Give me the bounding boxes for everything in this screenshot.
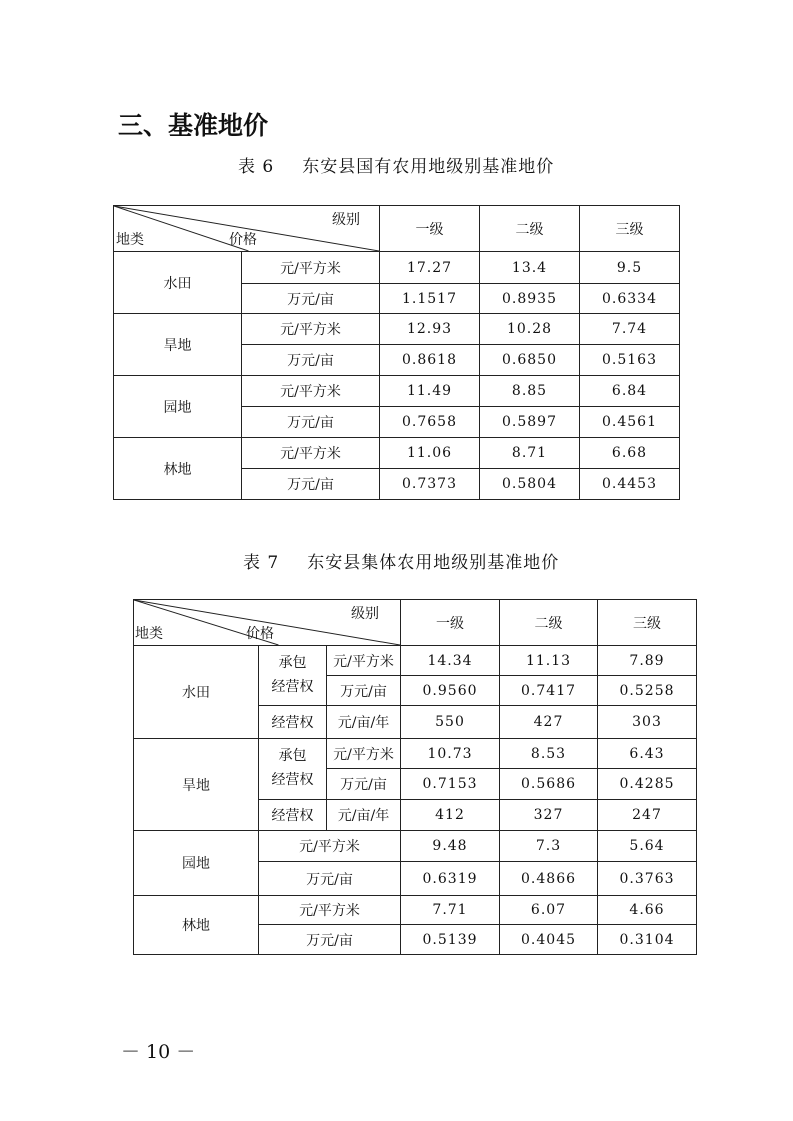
value-cell: 6.84 — [580, 376, 680, 407]
land-type-cell: 水田 — [114, 252, 242, 314]
value-cell: 0.7153 — [401, 769, 500, 800]
value-cell: 247 — [598, 800, 697, 831]
value-cell: 11.49 — [380, 376, 480, 407]
table-row — [134, 896, 697, 925]
grade-2-header: 二级 — [500, 600, 598, 646]
table6-caption-number: 表 6 — [238, 157, 275, 177]
table6-caption — [238, 152, 554, 177]
value-cell: 0.4453 — [580, 469, 680, 500]
grade-3-header: 三级 — [598, 600, 697, 646]
grade-2-header: 二级 — [480, 206, 580, 252]
value-cell: 8.71 — [480, 438, 580, 469]
header-grade-label: 级别 — [332, 212, 360, 228]
value-cell: 7.71 — [401, 896, 500, 925]
value-cell: 0.8618 — [380, 345, 480, 376]
value-cell: 6.68 — [580, 438, 680, 469]
unit-cell: 元/平方米 — [242, 438, 380, 469]
table7-caption-title: 东安县集体农用地级别基准地价 — [307, 553, 560, 573]
unit-cell: 万元/亩 — [242, 345, 380, 376]
table6-diagonal-header — [114, 206, 380, 252]
table-row — [134, 831, 697, 862]
header-type-label: 地类 — [116, 232, 144, 248]
value-cell: 1.1517 — [380, 284, 480, 314]
value-cell: 0.3763 — [598, 862, 697, 896]
land-type-cell: 林地 — [134, 896, 259, 955]
value-cell: 0.7417 — [500, 676, 598, 706]
section-title: 三、基准地价 — [118, 111, 269, 140]
unit-cell: 万元/亩 — [242, 407, 380, 438]
table-row — [134, 739, 697, 769]
value-cell: 0.5804 — [480, 469, 580, 500]
unit-cell: 万元/亩 — [242, 469, 380, 500]
value-cell: 412 — [401, 800, 500, 831]
value-cell: 327 — [500, 800, 598, 831]
unit-cell: 元/平方米 — [259, 831, 401, 862]
value-cell: 0.6850 — [480, 345, 580, 376]
value-cell: 9.48 — [401, 831, 500, 862]
grade-1-header: 一级 — [380, 206, 480, 252]
value-cell: 7.74 — [580, 314, 680, 345]
value-cell: 0.5897 — [480, 407, 580, 438]
unit-cell: 万元/亩 — [242, 284, 380, 314]
value-cell: 11.06 — [380, 438, 480, 469]
value-cell: 7.89 — [598, 646, 697, 676]
value-cell: 427 — [500, 706, 598, 739]
table-row — [114, 438, 680, 469]
page-number: － 10 － — [121, 1041, 196, 1063]
value-cell: 0.4866 — [500, 862, 598, 896]
value-cell: 0.6334 — [580, 284, 680, 314]
value-cell: 0.3104 — [598, 925, 697, 955]
header-type-label: 地类 — [135, 626, 163, 642]
land-type-cell: 旱地 — [114, 314, 242, 376]
value-cell: 9.5 — [580, 252, 680, 284]
value-cell: 8.53 — [500, 739, 598, 769]
header-price-label: 价格 — [246, 626, 274, 642]
land-type-cell: 水田 — [134, 646, 259, 739]
table7-caption-number: 表 7 — [243, 553, 280, 573]
unit-cell: 万元/亩 — [327, 676, 401, 706]
value-cell: 550 — [401, 706, 500, 739]
right-type-cell: 经营权 — [259, 800, 327, 831]
value-cell: 303 — [598, 706, 697, 739]
table-row — [114, 314, 680, 345]
value-cell: 0.7373 — [380, 469, 480, 500]
value-cell: 11.13 — [500, 646, 598, 676]
value-cell: 0.4561 — [580, 407, 680, 438]
land-type-cell: 园地 — [114, 376, 242, 438]
table7-diagonal-header — [134, 600, 401, 646]
unit-cell: 元/平方米 — [242, 252, 380, 284]
unit-cell: 万元/亩 — [327, 769, 401, 800]
value-cell: 5.64 — [598, 831, 697, 862]
table-row — [134, 646, 697, 676]
value-cell: 0.6319 — [401, 862, 500, 896]
right-type-cell: 承包 经营权 — [259, 646, 327, 706]
table7-caption — [243, 548, 559, 573]
value-cell: 6.43 — [598, 739, 697, 769]
unit-cell: 元/平方米 — [242, 314, 380, 345]
value-cell: 10.73 — [401, 739, 500, 769]
value-cell: 0.5258 — [598, 676, 697, 706]
value-cell: 8.85 — [480, 376, 580, 407]
table7-header-row — [134, 600, 697, 646]
value-cell: 0.5163 — [580, 345, 680, 376]
land-type-cell: 园地 — [134, 831, 259, 896]
value-cell: 12.93 — [380, 314, 480, 345]
table-row — [114, 252, 680, 284]
header-grade-label: 级别 — [351, 606, 379, 622]
table7 — [133, 599, 697, 955]
unit-cell: 万元/亩 — [259, 925, 401, 955]
value-cell: 0.5686 — [500, 769, 598, 800]
value-cell: 0.8935 — [480, 284, 580, 314]
grade-3-header: 三级 — [580, 206, 680, 252]
unit-cell: 元/平方米 — [327, 739, 401, 769]
unit-cell: 元/平方米 — [259, 896, 401, 925]
value-cell: 17.27 — [380, 252, 480, 284]
grade-1-header: 一级 — [401, 600, 500, 646]
value-cell: 0.4045 — [500, 925, 598, 955]
unit-cell: 万元/亩 — [259, 862, 401, 896]
table-row — [114, 376, 680, 407]
unit-cell: 元/亩/年 — [327, 706, 401, 739]
unit-cell: 元/亩/年 — [327, 800, 401, 831]
value-cell: 13.4 — [480, 252, 580, 284]
value-cell: 10.28 — [480, 314, 580, 345]
land-type-cell: 旱地 — [134, 739, 259, 831]
land-type-cell: 林地 — [114, 438, 242, 500]
value-cell: 6.07 — [500, 896, 598, 925]
value-cell: 0.9560 — [401, 676, 500, 706]
unit-cell: 元/平方米 — [242, 376, 380, 407]
value-cell: 0.4285 — [598, 769, 697, 800]
value-cell: 0.5139 — [401, 925, 500, 955]
table6-header-row — [114, 206, 680, 252]
value-cell: 14.34 — [401, 646, 500, 676]
right-type-cell: 承包 经营权 — [259, 739, 327, 800]
header-price-label: 价格 — [229, 232, 257, 248]
table6-caption-title: 东安县国有农用地级别基准地价 — [302, 157, 555, 177]
right-type-cell: 经营权 — [259, 706, 327, 739]
value-cell: 0.7658 — [380, 407, 480, 438]
value-cell: 4.66 — [598, 896, 697, 925]
value-cell: 7.3 — [500, 831, 598, 862]
table6 — [113, 205, 680, 500]
unit-cell: 元/平方米 — [327, 646, 401, 676]
